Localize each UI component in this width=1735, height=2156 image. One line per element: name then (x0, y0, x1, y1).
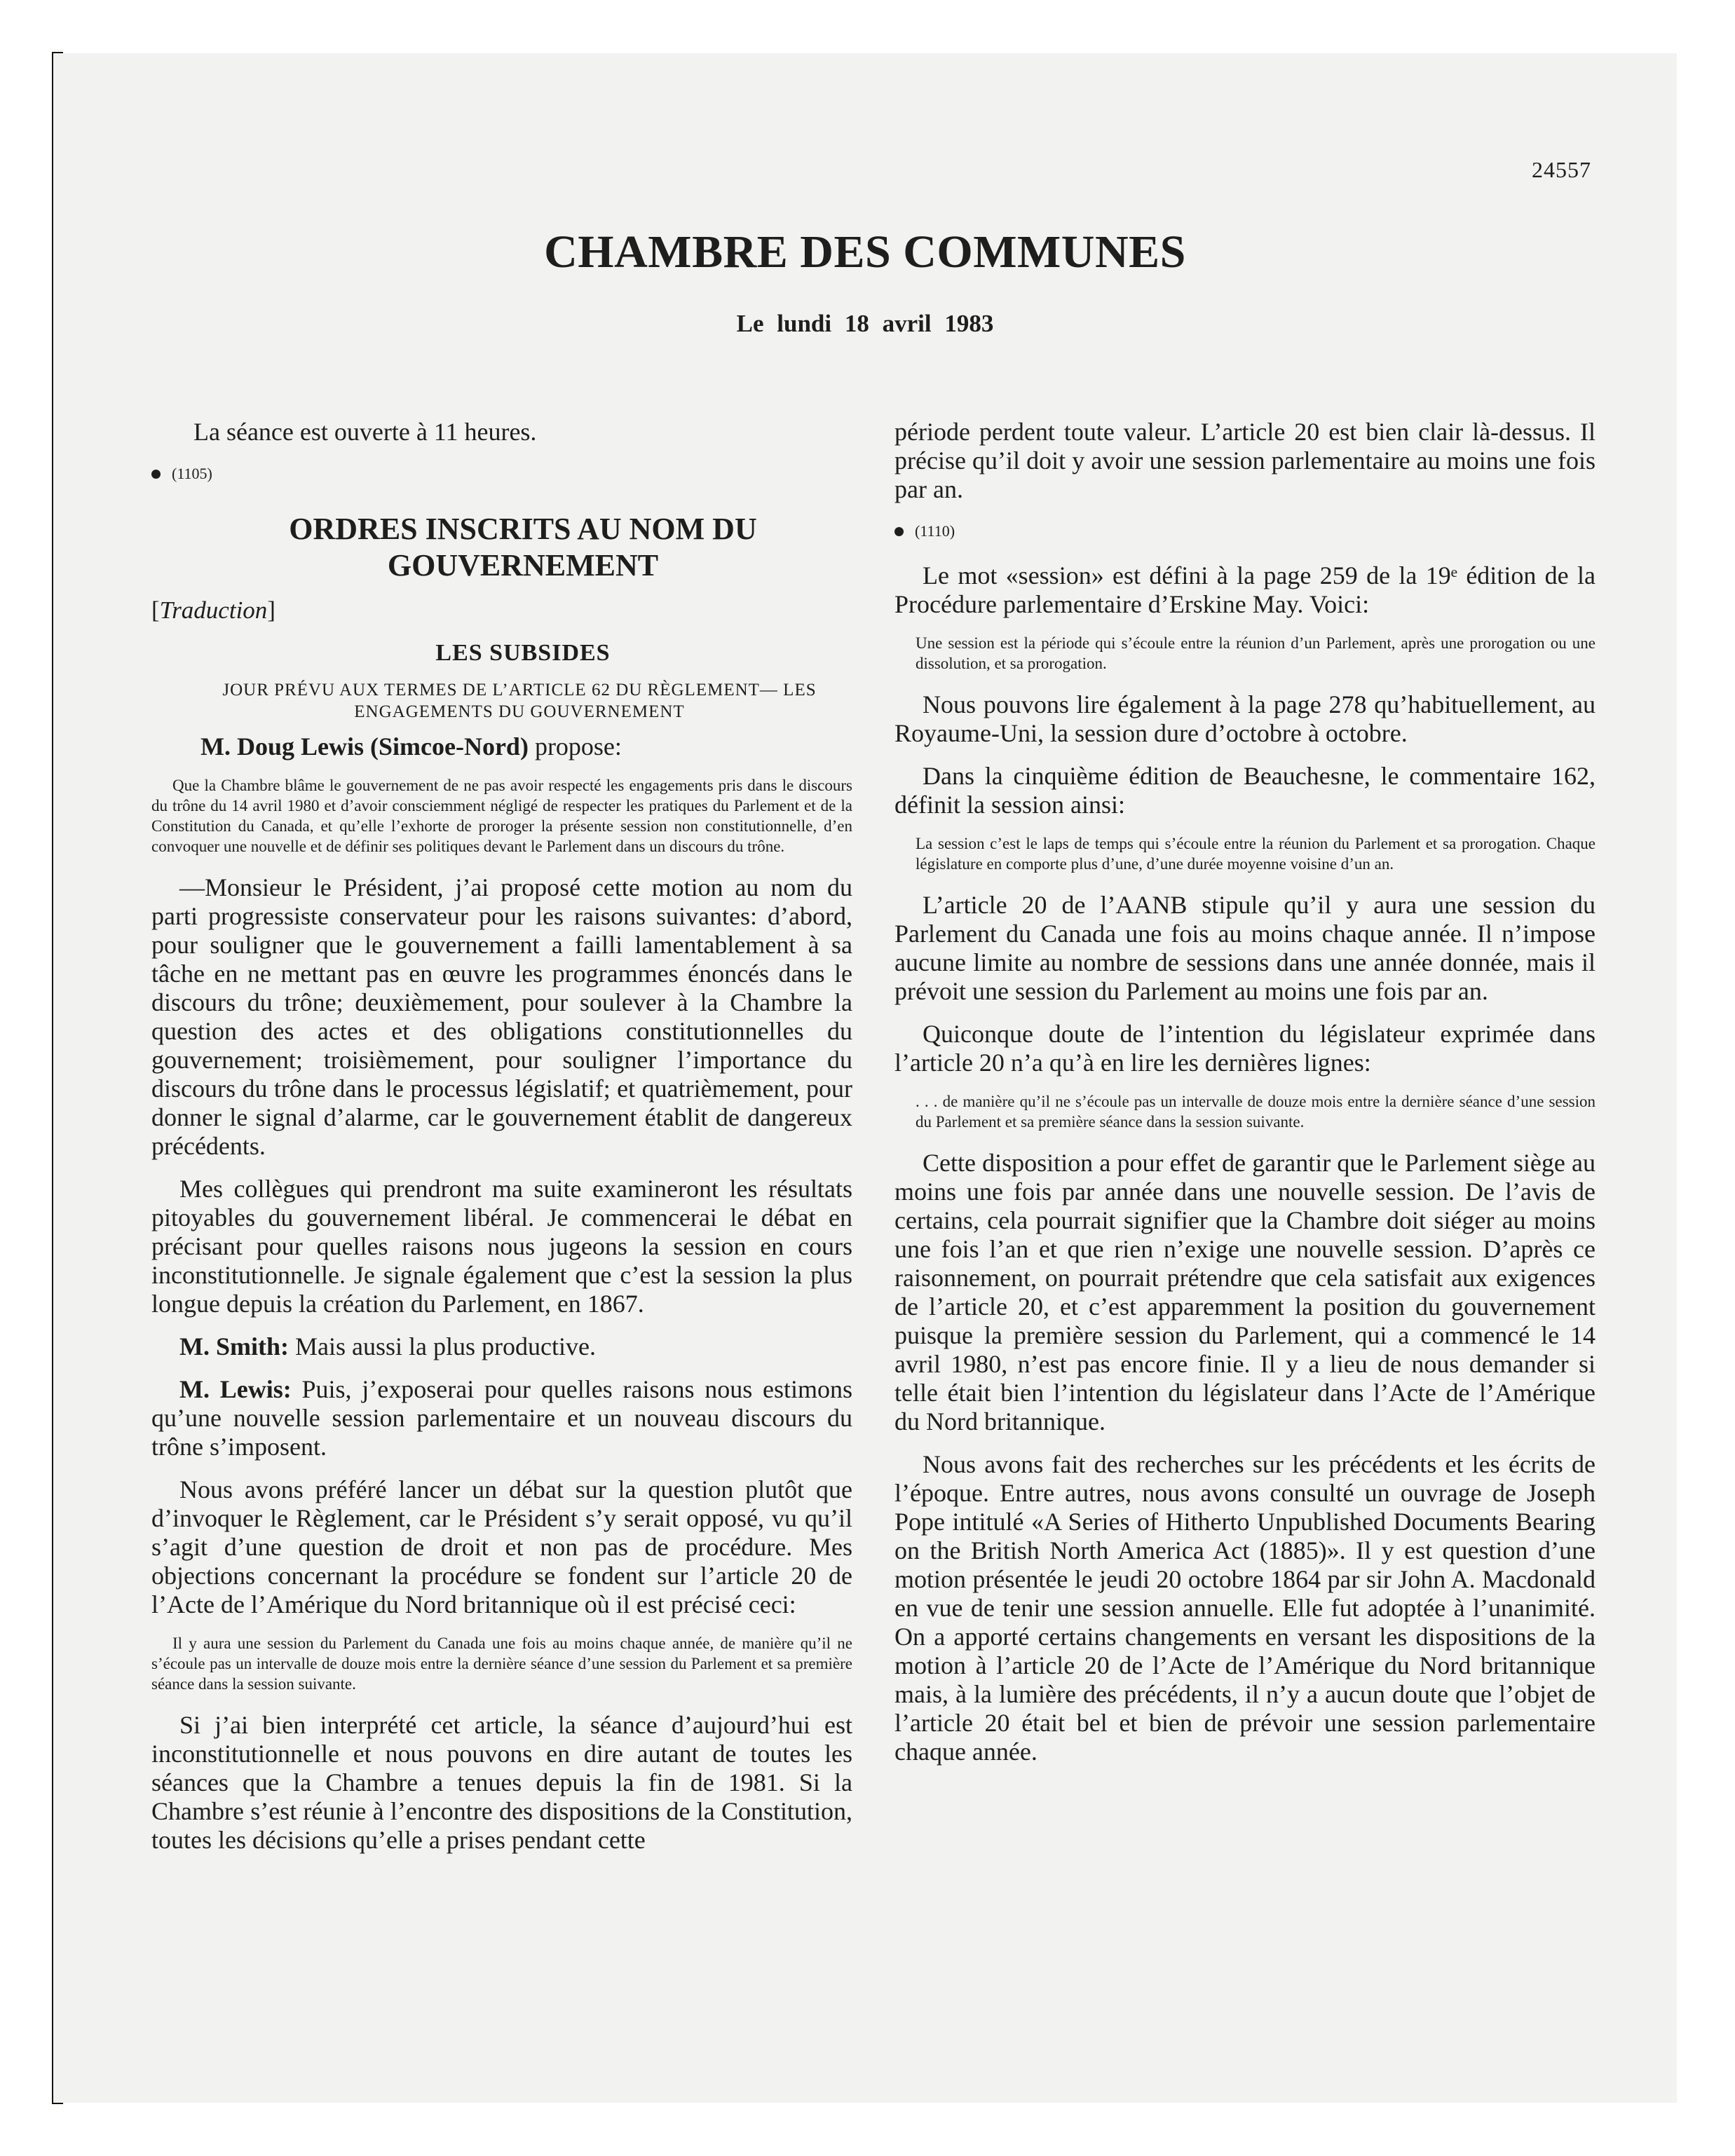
right-column (894, 418, 1595, 1780)
document-page (53, 53, 1677, 2103)
timestamp-text: (1110) (915, 522, 955, 540)
page-number: 24557 (1532, 157, 1591, 182)
interjection (151, 1332, 852, 1361)
left-column (151, 418, 852, 1869)
page-title: CHAMBRE DES COMMUNES (544, 226, 1186, 278)
paragraph: Si j’ai bien interprété cet article, la séance d’aujourd’hui est inconstitutionnelle et nous pouvons en dire autant de toutes les séances que la Chambre a tenues depuis la fin de 1981. Si la Chambre s’est réunie à l’encontre des dispositions de la Constitution, toutes les décisions qu’elle a prises pendant cette (151, 1711, 852, 1854)
speaker-paragraph (151, 1375, 852, 1461)
speaker-name: M. Doug Lewis (Simcoe-Nord) (200, 732, 529, 760)
paragraph: Nous avons fait des recherches sur les précédents et les écrits de l’époque. Entre autres, nous avons consulté un ouvrage de Joseph Pope intitulé «A Series of Hitherto Unpublished Documents Bearing on the British North America Act (1885)». Il y est question d’une motion présentée le jeudi 20 octobre 1864 par sir John A. Macdonald en vue de tenir une session annuelle. Elle fut adoptée à l’unanimité. On a apporté certains changements en versant les dispositions de la motion à l’article 20 de l’Acte de l’Amérique du Nord britannique mais, à la lumière des précédents, il n’y a aucun doute que l’objet de l’article 20 était bel et bien de prévoir une session parlementaire chaque année. (894, 1450, 1595, 1766)
bullet-dot (894, 527, 904, 536)
section-subheading: JOUR PRÉVU AUX TERMES DE L’ARTICLE 62 DU RÈGLEMENT— LES ENGAGEMENTS DU GOUVERNEMENT (222, 681, 817, 721)
quote-article-20: Il y aura une session du Parlement du Canada une fois au moins chaque année, de manière qu’il ne s’écoule pas un intervalle de douze mois entre la dernière séance d’une session du Parlement et sa première séance dans la session suivante. (151, 1635, 852, 1693)
section-heading-subsides: LES SUBSIDES (435, 640, 611, 666)
paragraph: Dans la cinquième édition de Beauchesne, le commentaire 162, définit la session ainsi: (894, 762, 1595, 819)
paragraph: Le mot «session» est défini à la page 259 de la 19ᵉ édition de la Procédure parlementaire d’Erskine May. Voici: (894, 561, 1595, 618)
quote-last-lines: . . . de manière qu’il ne s’écoule pas un intervalle de douze mois entre la dernière séance d’une session du Parlement et sa première séance dans la session suivante. (916, 1093, 1595, 1131)
paragraph: L’article 20 de l’AANB stipule qu’il y aura une session du Parlement du Canada une fois au moins chaque année. Il n’impose aucune limite au nombre de sessions dans une année donnée, mais il prévoit une session du Parlement au moins une fois par an. (894, 891, 1595, 1005)
speaker-name: M. Lewis: (179, 1375, 292, 1403)
section-heading-orders: ORDRES INSCRITS AU NOM DU GOUVERNEMENT (289, 512, 757, 582)
paragraph: période perdent toute valeur. L’article 20 est bien clair là-dessus. Il précise qu’il doit y avoir une session parlementaire au moins une fois par an. (894, 418, 1595, 503)
paragraph: Mes collègues qui prendront ma suite examineront les résultats pitoyables du gouvernement libéral. Je commencerai le débat en précisant pour quelles raisons nous jugeons la session en cours inconstitutionnelle. Je signale également que c’est la session la plus longue depuis la création du Parlement, en 1867. (151, 1175, 852, 1318)
paragraph: Nous pouvons lire également à la page 278 qu’habituellement, au Royaume-Uni, la session dure d’octobre à octobre. (894, 690, 1595, 747)
speaker-name: M. Smith: (179, 1332, 289, 1360)
timestamp-marker (151, 465, 852, 483)
translation-note: [Traduction] (151, 596, 275, 624)
opening-line: La séance est ouverte à 11 heures. (193, 418, 537, 446)
translation-label: Traduction (159, 596, 268, 624)
timestamp-text: (1105) (172, 465, 212, 482)
speaker-text: Puis, j’exposerai pour quelles raisons nous estimons qu’une nouvelle session parlementaire et un nouveau discours du trône s’imposent. (151, 1375, 852, 1461)
motion-line (151, 732, 852, 761)
quote-beauchesne: La session c’est le laps de temps qui s’écoule entre la réunion du Parlement et sa prorogation. Chaque législature en comporte plus d’une, d’une durée moyenne voisine d’un an. (916, 835, 1595, 873)
motion-quote: Que la Chambre blâme le gouvernement de ne pas avoir respecté les engagements pris dans le discours du trône du 14 avril 1980 et d’avoir consciemment négligé de respecter les pratiques du Parlement et de la Constitution du Canada, et qu’elle l’exhorte de proroger la présente session non constitutionnelle, d’en convoquer une nouvelle et de définir ses politiques devant le Parlement dans un discours du trône. (151, 777, 852, 855)
bullet-dot (151, 470, 161, 479)
paragraph: Nous avons préféré lancer un débat sur la question plutôt que d’invoquer le Règlement, car le Président s’y serait opposé, vu qu’il s’agit d’une question de droit et non pas de procédure. Mes objections concernant la procédure se fondent sur l’article 20 de l’Acte de l’Amérique du Nord britannique où il est précisé ceci: (151, 1475, 852, 1618)
paragraph: Quiconque doute de l’intention du législateur exprimée dans l’article 20 n’a qu’à en lire les dernières lignes: (894, 1020, 1595, 1077)
paragraph: —Monsieur le Président, j’ai proposé cette motion au nom du parti progressiste conservateur pour les raisons suivantes: d’abord, pour souligner que le gouvernement a failli lamentablement à sa tâche en ne mettant pas en œuvre les programmes énoncés dans le discours du trône; deuxièmement, pour soulever à la Chambre la question des actes et des obligations constitutionnelles du gouvernement; troisièmement, pour souligner l’importance du discours du trône dans le processus législatif; et quatrièmement, pour donner le signal d’alarme, car le gouvernement établit de dangereux précédents. (151, 873, 852, 1160)
paragraph: Cette disposition a pour effet de garantir que le Parlement siège au moins une fois par année dans une nouvelle session. De l’avis de certains, cela pourrait signifier que la Chambre doit siéger au moins une fois l’an et que rien n’exige une nouvelle session. D’après ce raisonnement, on pourrait prétendre que cela satisfait aux exigences de l’article 20, et c’est apparemment la position du gouvernement puisque la première session du Parlement, qui a commencé le 14 avril 1980, n’est pas encore finie. Il y a lieu de nous demander si telle était bien l’intention du législateur dans l’Acte de l’Amérique du Nord britannique. (894, 1149, 1595, 1435)
quote-erskine-may: Une session est la période qui s’écoule entre la réunion d’un Parlement, après une prorogation ou une dissolution, et sa prorogation. (916, 634, 1595, 672)
timestamp-marker (894, 522, 1595, 540)
interjection-text: Mais aussi la plus productive. (289, 1332, 596, 1360)
sitting-date: Le lundi 18 avril 1983 (736, 310, 994, 337)
motion-verb: propose: (528, 732, 622, 760)
